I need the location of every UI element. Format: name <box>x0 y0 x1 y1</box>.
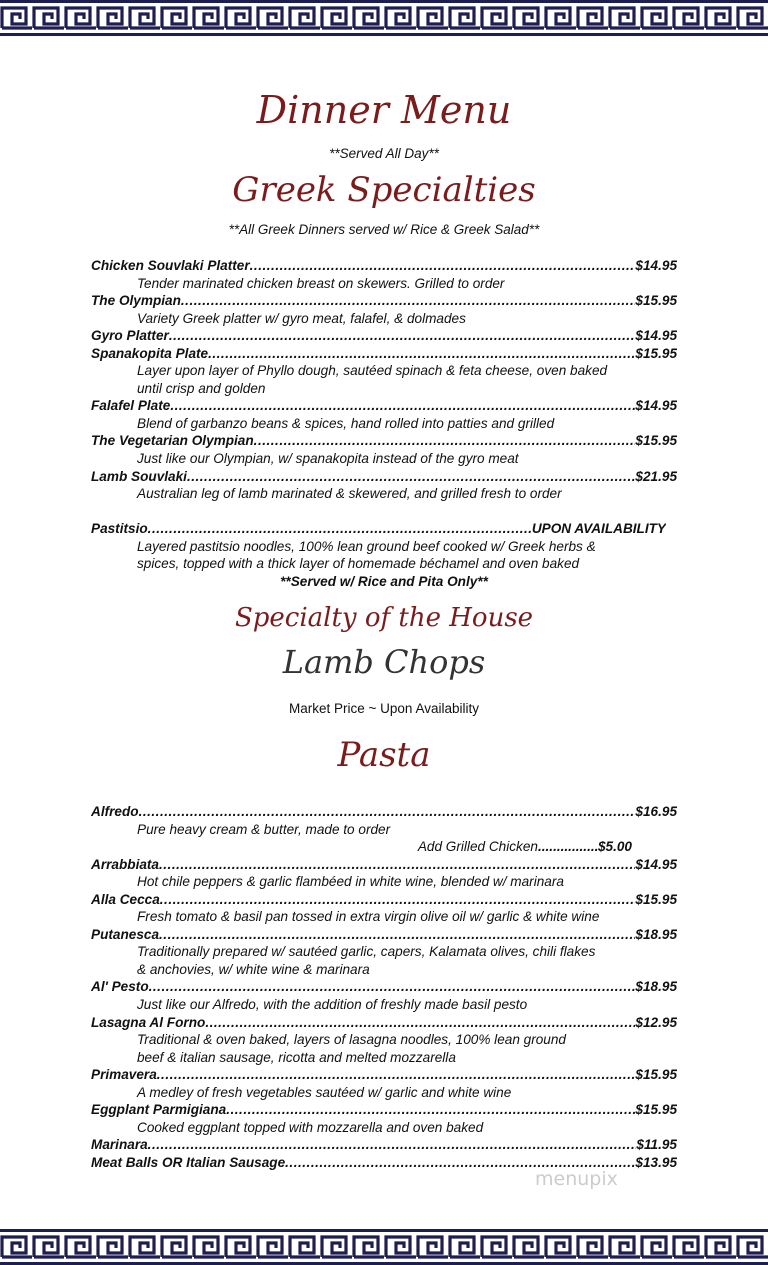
menu-item-row <box>91 327 677 345</box>
greek-items <box>91 257 677 503</box>
item-price: $12.95 <box>635 1014 677 1030</box>
dot-leader <box>139 803 636 821</box>
item-price: $14.95 <box>635 398 677 414</box>
item-description: Variety Greek platter w/ gyro meat, falafel, & dolmades <box>137 310 466 326</box>
item-name: Pastitsio <box>91 521 148 536</box>
item-name: Eggplant Parmigiana <box>91 1102 227 1118</box>
menu-item-row <box>91 345 677 363</box>
specialty-dish: Lamb Chops <box>282 643 486 681</box>
item-name: Putanesca <box>91 926 160 942</box>
item-name: Marinara <box>91 1137 148 1153</box>
greek-section-title: Greek Specialties <box>232 170 536 210</box>
item-name: Al' Pesto <box>91 979 149 995</box>
item-name: Spanakopita Plate <box>91 345 209 361</box>
item-name: Falafel Plate <box>91 398 171 414</box>
item-name: Alla Cecca <box>91 891 160 907</box>
item-price: $15.95 <box>635 345 677 361</box>
menu-item-row <box>91 1101 677 1119</box>
menu-item-row <box>91 1066 677 1084</box>
dot-leader <box>205 1014 635 1032</box>
menu-item-row <box>91 1014 677 1032</box>
item-price: $13.95 <box>635 1154 677 1170</box>
dot-leader <box>181 292 636 310</box>
menu-title: Dinner Menu <box>256 88 512 132</box>
item-price: $11.95 <box>636 1137 677 1153</box>
item-name: The Vegetarian Olympian <box>91 433 254 449</box>
item-price: $15.95 <box>635 293 677 309</box>
dot-leader <box>187 468 635 486</box>
menu-item-row <box>91 1136 677 1154</box>
item-price: $15.95 <box>635 433 677 449</box>
item-price: $15.95 <box>635 1067 677 1083</box>
dot-leader <box>254 432 636 450</box>
pastitsio-note: **Served w/ Rice and Pita Only** <box>280 573 488 589</box>
item-description: Just like our Alfredo, with the addition of freshly made basil pesto <box>137 997 528 1013</box>
item-price: $21.95 <box>635 468 677 484</box>
menu-item-row <box>91 978 677 996</box>
dot-leader <box>208 345 635 363</box>
item-name: Primavera <box>91 1067 157 1083</box>
dot-leader <box>149 978 636 996</box>
item-price: $16.95 <box>635 804 677 819</box>
served-all-day-note: **Served All Day** <box>329 146 439 161</box>
item-description: beef & italian sausage, ricotta and melted mozzarella <box>137 1049 456 1065</box>
greek-key-border-top <box>0 0 768 36</box>
item-price: $14.95 <box>635 258 677 273</box>
item-price: $14.95 <box>635 328 677 344</box>
menu-item-row <box>91 520 666 538</box>
dot-leader <box>538 838 598 856</box>
item-description: until crisp and golden <box>137 380 266 396</box>
item-name: The Olympian <box>91 293 181 309</box>
item-price: $18.95 <box>635 926 677 942</box>
dot-leader <box>169 327 636 345</box>
watermark: menupix <box>535 1168 618 1190</box>
dot-leader <box>160 891 636 909</box>
menu-item-row <box>91 891 677 909</box>
item-description: Pure heavy cream & butter, made to order <box>137 821 391 837</box>
item-name: Lamb Souvlaki <box>91 468 187 484</box>
item-name: Meat Balls OR Italian Sausage <box>91 1154 286 1170</box>
item-description: Tender marinated chicken breast on skewers. Grilled to order <box>137 275 505 291</box>
menu-item-row <box>91 803 677 821</box>
item-description: Australian leg of lamb marinated & skewered, and grilled fresh to order <box>137 486 562 502</box>
item-description: Hot chile peppers & garlic flambéed in white wine, blended w/ marinara <box>137 874 564 890</box>
item-name: Lasagna Al Forno <box>91 1014 206 1030</box>
item-description: Cooked eggplant topped with mozzarella and oven baked <box>137 1119 484 1135</box>
addon-price: $5.00 <box>597 839 632 855</box>
greek-key-border-bottom <box>0 1229 768 1265</box>
addon-row <box>91 838 677 856</box>
menu-item-row <box>91 432 677 450</box>
menu-item-row <box>91 257 677 275</box>
menu-item-row <box>91 292 677 310</box>
dot-leader <box>148 520 532 538</box>
dot-leader <box>159 856 635 874</box>
item-name: Arrabbiata <box>91 856 159 872</box>
dot-leader <box>226 1101 635 1119</box>
item-price: UPON AVAILABILITY <box>531 521 666 536</box>
item-price: $15.95 <box>635 1102 677 1118</box>
dot-leader <box>148 1136 637 1154</box>
specialty-price-note: Market Price ~ Upon Availability <box>289 701 479 716</box>
specialty-title: Specialty of the House <box>234 603 534 633</box>
item-price: $14.95 <box>635 856 677 872</box>
item-description: Layered pastitsio noodles, 100% lean ground beef cooked w/ Greek herbs & <box>137 538 596 554</box>
item-price: $18.95 <box>635 979 677 995</box>
item-name: Alfredo <box>91 804 139 819</box>
dot-leader <box>250 257 636 275</box>
pasta-items <box>91 803 677 1171</box>
item-description: Layer upon layer of Phyllo dough, sautéed spinach & feta cheese, oven baked <box>137 363 608 379</box>
addon-label: Add Grilled Chicken <box>417 839 538 855</box>
item-description: Fresh tomato & basil pan tossed in extra virgin olive oil w/ garlic & white wine <box>137 909 600 925</box>
item-description: Traditional & oven baked, layers of lasagna noodles, 100% lean ground <box>137 1032 566 1048</box>
item-description: spices, topped with a thick layer of homemade béchamel and oven baked <box>137 556 580 572</box>
item-description: A medley of fresh vegetables sautéed w/ garlic and white wine <box>137 1084 512 1100</box>
menu-item-row <box>91 856 677 874</box>
item-description: Traditionally prepared w/ sautéed garlic, capers, Kalamata olives, chili flakes <box>137 944 596 960</box>
item-description: Blend of garbanzo beans & spices, hand rolled into patties and grilled <box>137 415 555 431</box>
dot-leader <box>159 926 635 944</box>
pastitsio-item <box>91 520 677 590</box>
item-description: & anchovies, w/ white wine & marinara <box>137 961 370 977</box>
item-name: Gyro Platter <box>91 328 169 344</box>
item-price: $15.95 <box>635 891 677 907</box>
dot-leader <box>170 397 635 415</box>
menu-item-row <box>91 468 677 486</box>
item-description: Just like our Olympian, w/ spanakopita instead of the gyro meat <box>137 451 519 467</box>
menu-item-row <box>91 926 677 944</box>
greek-section-note: **All Greek Dinners served w/ Rice & Greek Salad** <box>228 222 540 237</box>
item-name: Chicken Souvlaki Platter <box>91 258 250 273</box>
menu-item-row <box>91 397 677 415</box>
dot-leader <box>157 1066 636 1084</box>
pasta-section-title: Pasta <box>337 735 431 775</box>
